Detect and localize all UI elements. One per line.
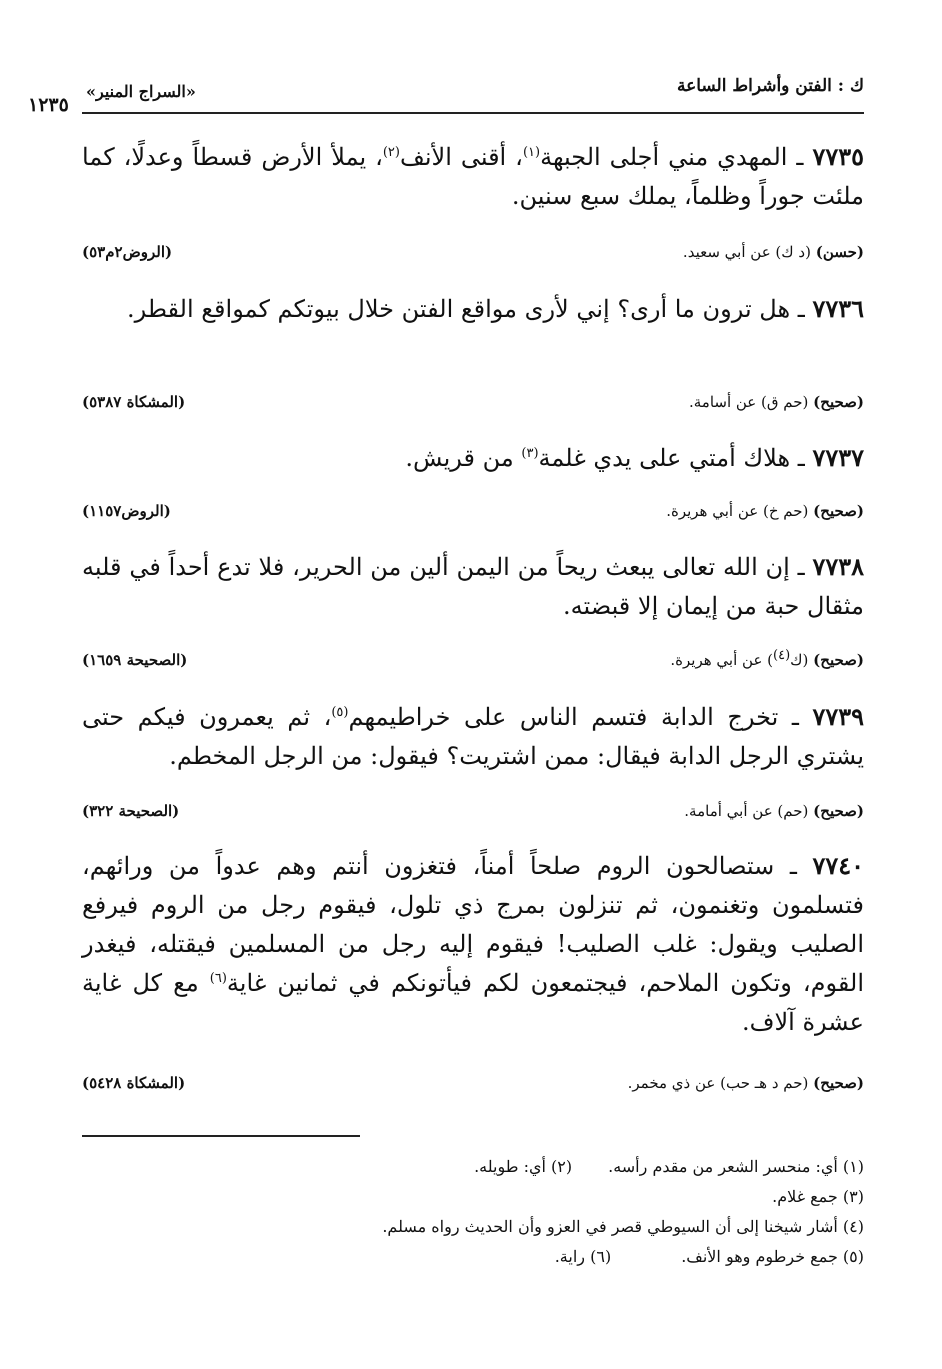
grade: (صحيح) — [813, 651, 864, 669]
page-number: ١٢٣٥ — [28, 94, 69, 116]
running-header — [28, 72, 864, 116]
narration: (حم خ) عن أبي هريرة. — [666, 502, 809, 520]
footnote-ref: (٦) — [209, 971, 227, 986]
narration: (حم ق) عن أسامة. — [688, 393, 809, 411]
hadith-text: ٧٧٣٧ ـ هلاك أمتي على يدي غلمة$^{(٣)}$ من قريش. — [405, 443, 864, 472]
footnote-line: (٤) أشار شيخنا إلى أن السيوطي قصر في العزو وأن الحديث رواه مسلم. — [382, 1217, 864, 1236]
grade: (صحيح) — [813, 1074, 864, 1092]
narration: (د ك) عن أبي سعيد. — [682, 243, 811, 261]
reference-line — [82, 502, 864, 526]
hadith-number: ٧٧٣٥ — [812, 142, 864, 171]
reference-line — [82, 393, 864, 417]
source-reference: (المشكاة ٥٤٢٨) — [82, 1074, 186, 1092]
footnote-line: (٥) جمع خرطوم وهو الأنف.(٦) راية. — [554, 1247, 864, 1266]
reference-line — [82, 802, 864, 826]
footnotes — [82, 1152, 864, 1272]
hadith-text: ٧٧٣٦ ـ هل ترون ما أرى؟ إني لأرى مواقع الفتن خلال بيوتكم كمواقع القطر. — [126, 294, 864, 323]
header-divider — [82, 112, 864, 114]
grade: (صحيح) — [813, 802, 864, 820]
source-reference: (الروض٢م٥٣) — [82, 243, 173, 261]
hadith-entry — [82, 137, 864, 261]
narration: (ك(٤)) عن أبي هريرة. — [670, 648, 809, 669]
hadith-text: ٧٧٣٩ ـ تخرج الدابة فتسم الناس على خراطيمهم$^{(٥)}$، ثم يعمرون فيكم حتى يشتري الرجل الدابة فيقال: ممن اشتريت؟ فيقول: من الرجل المخطم. — [82, 702, 864, 770]
hadith-number: ٧٧٤٠ — [812, 851, 864, 880]
footnote-ref: (٤) — [773, 648, 791, 663]
footnote-line: (٣) جمع غلام. — [772, 1187, 864, 1206]
hadith-number: ٧٧٣٧ — [812, 443, 864, 472]
hadith-number: ٧٧٣٦ — [812, 294, 864, 323]
hadith-entry — [82, 697, 864, 820]
footnote-line: (١) أي: منحسر الشعر من مقدم رأسه.(٢) أي: طويله. — [474, 1157, 864, 1176]
hadith-entry — [82, 846, 864, 1092]
hadith-entry — [82, 289, 864, 411]
reference-line — [82, 1074, 864, 1098]
hadith-text: ٧٧٣٨ ـ إن الله تعالى يبعث ريحاً من اليمن ألين من الحرير، فلا تدع أحداً في قلبه مثقال حبة من إيمان إلا قبضته. — [82, 552, 864, 620]
source-reference: (الصحيحة ٣٢٢) — [82, 802, 180, 820]
grade: (صحيح) — [813, 393, 864, 411]
reference-line — [82, 243, 864, 267]
grade: (صحيح) — [813, 502, 864, 520]
narration: (حم) عن أبي أمامة. — [684, 802, 809, 820]
source-reference: (الروض١١٥٧) — [82, 502, 171, 520]
hadith-text: ٧٧٤٠ ـ ستصالحون الروم صلحاً أمناً، فتغزون أنتم وهم عدواً من ورائهم، فتسلمون وتغنمون، ثم تنزلون بمرج ذي تلول، فيقوم رجل من الروم فيرفع الصليب ويقول: غلب الصليب! فيقوم إليه رجل من المسلمين فيقتله، فيغدر القوم، وتكون الملاحم، فيجتمعون لكم فيأتونكم في ثمانين غاية$^{(٦)}$ مع كل غاية عشرة آلاف. — [82, 851, 864, 1036]
footnote-ref: (٥) — [331, 705, 349, 720]
hadith-number: ٧٧٣٩ — [812, 702, 864, 731]
footnote-ref: (١) — [522, 145, 541, 160]
chapter-title: ك : الفتن وأشراط الساعة — [676, 76, 864, 96]
hadith-entry — [82, 438, 864, 520]
footnote-ref: (٢) — [382, 145, 400, 160]
hadith-entry — [82, 547, 864, 669]
source-reference: (المشكاة ٥٣٨٧) — [82, 393, 186, 411]
reference-line — [82, 648, 864, 675]
footnote-divider — [82, 1135, 360, 1137]
source-reference: (الصحيحة ١٦٥٩) — [82, 651, 188, 669]
narration: (حم د هـ حب) عن ذي مخمر. — [627, 1074, 809, 1092]
hadith-text: ٧٧٣٥ ـ المهدي مني أجلى الجبهة$^{(١)}$، أقنى الأنف$^{(٢)}$، يملأ الأرض قسطاً وعدلًا، كما ملئت جوراً وظلماً، يملك سبع سنين. — [82, 142, 864, 210]
footnote-ref: (٣) — [521, 446, 539, 461]
book-title: «السراج المنير» — [86, 82, 196, 101]
hadith-number: ٧٧٣٨ — [812, 552, 864, 581]
grade: (حسن) — [815, 243, 864, 261]
